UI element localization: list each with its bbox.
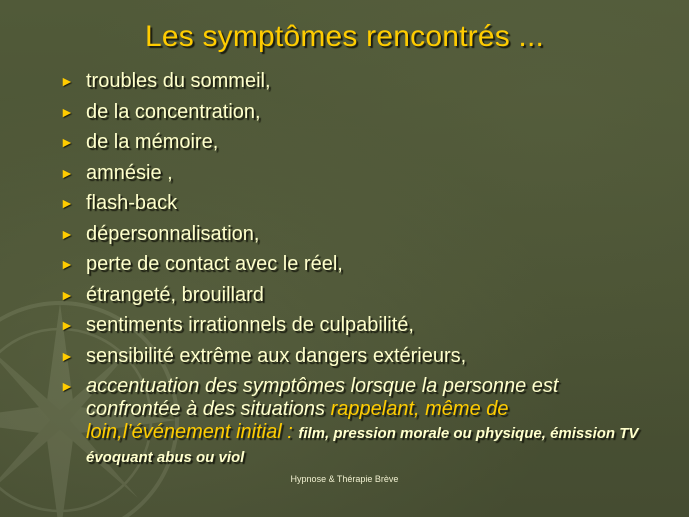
arrow-bullet-icon: ► xyxy=(60,256,74,272)
arrow-bullet-icon: ► xyxy=(60,286,74,303)
list-item xyxy=(60,310,650,341)
list-item-text: troubles du sommeil, xyxy=(86,70,271,92)
arrow-bullet-icon: ► xyxy=(60,378,74,394)
list-item xyxy=(60,66,650,97)
list-item xyxy=(60,97,650,128)
list-item-text: de la mémoire, xyxy=(86,131,219,153)
arrow-bullet-icon: ► xyxy=(60,195,74,211)
list-item xyxy=(60,188,650,219)
last-item-examples: film, pression morale ou physique, émission TV évoquant abus ou viol xyxy=(86,425,639,466)
list-item-text: amnésie , xyxy=(86,161,173,184)
list-item xyxy=(60,249,650,280)
list-item xyxy=(60,158,650,189)
last-item-highlight: rappelant, même de loin,l’événement initial : xyxy=(86,398,509,443)
list-item xyxy=(60,127,650,158)
list-item-text: sentiments irrationnels de culpabilité, xyxy=(86,314,414,336)
slide-title: Les symptômes rencontrés ... xyxy=(144,20,545,53)
list-item-text: flash-back xyxy=(86,192,178,214)
arrow-bullet-icon: ► xyxy=(60,73,74,89)
list-item xyxy=(60,280,650,311)
slide-footer: Hypnose & Thérapie Brève xyxy=(290,474,399,484)
list-item-text: dépersonnalisation, xyxy=(86,222,260,245)
arrow-bullet-icon: ► xyxy=(60,103,74,120)
list-item xyxy=(60,219,650,250)
arrow-bullet-icon: ► xyxy=(60,317,74,333)
list-item-text: étrangeté, brouillard xyxy=(86,283,264,306)
arrow-bullet-icon: ► xyxy=(60,134,74,150)
list-item-text: sensibilité extrême aux dangers extérieurs, xyxy=(86,344,467,367)
list-item-text: de la concentration, xyxy=(86,100,261,123)
list-item xyxy=(60,341,650,372)
list-item-text: perte de contact avec le réel, xyxy=(86,253,343,275)
last-item-text: accentuation des symptômes lorsque la personne est confrontée à des situations xyxy=(86,375,559,420)
arrow-bullet-icon: ► xyxy=(60,164,74,181)
arrow-bullet-icon: ► xyxy=(60,225,74,242)
arrow-bullet-icon: ► xyxy=(60,347,74,364)
symptom-list xyxy=(60,66,650,469)
list-item-last xyxy=(60,375,650,469)
